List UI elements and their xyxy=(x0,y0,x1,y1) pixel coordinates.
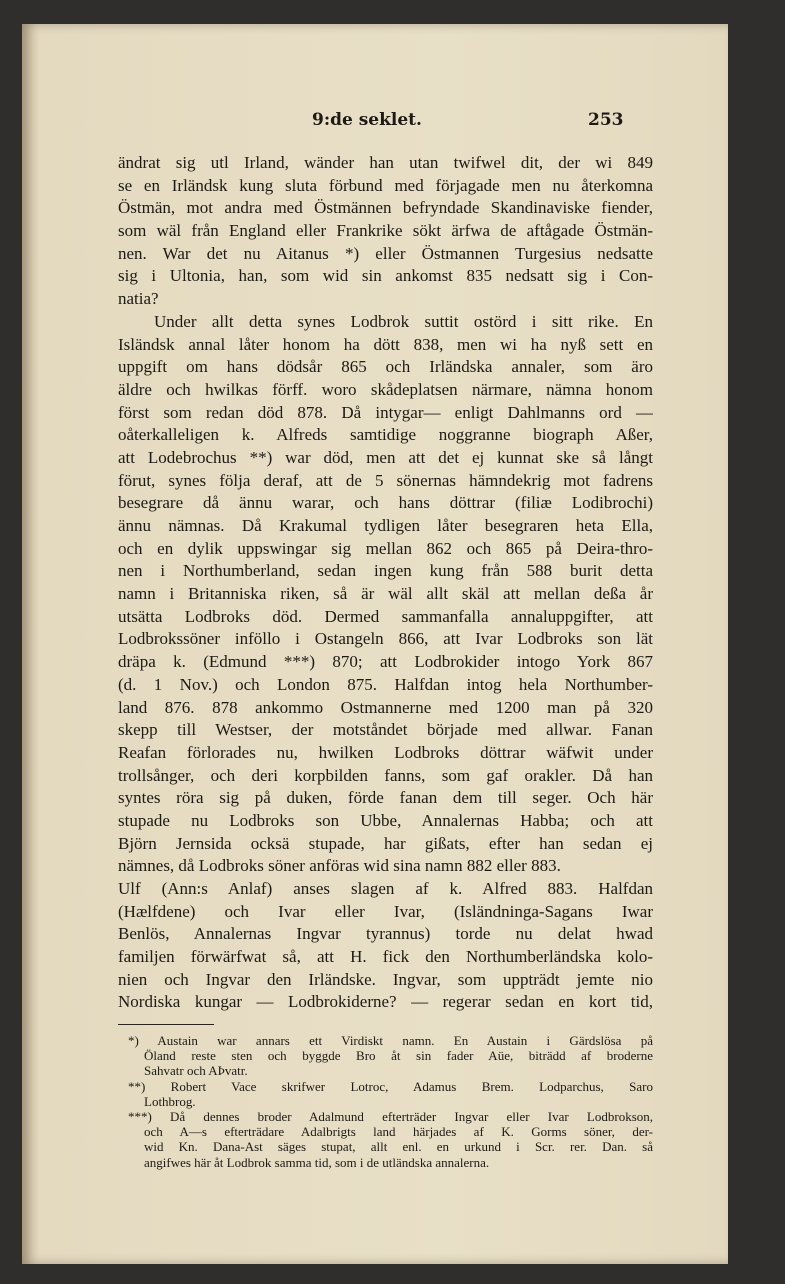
footnote-line: Öland reste sten och byggde Bro åt sin fader Aüe, biträdd af broderne xyxy=(144,1048,653,1064)
text-line: utsätta Lodbroks död. Dermed sammanfalla annaluppgifter, att xyxy=(118,606,653,626)
text-line: Reafan förlorades nu, hwilken Lodbroks döttrar wäfwit under xyxy=(118,742,653,762)
text-line: dräpa k. (Edmund ***) 870; att Lodbrokider intogo York 867 xyxy=(118,652,653,672)
text-line: som wäl från England eller Frankrike sökt ärfwa de aftågade Östmän- xyxy=(118,221,653,241)
footnote-line: ***) Då dennes broder Adalmund efterträder Ingvar eller Ivar Lodbrokson, xyxy=(128,1108,653,1124)
text-line: att Lodebrochus **) war död, men att det ej kunnat ske så långt xyxy=(118,447,653,467)
text-line: nämnes, då Lodbroks söner anföras wid sina namn 882 eller 883. xyxy=(118,856,561,876)
book-page xyxy=(22,24,728,1264)
text-line: syntes röra sig på duken, förde fanan dem till seger. Och här xyxy=(118,788,653,808)
page-number: 253 xyxy=(588,110,624,130)
text-line: natia? xyxy=(118,289,159,309)
text-line: Isländsk annal låter honom ha dött 838, men wi ha nyß sett en xyxy=(118,334,653,354)
footnote-line: Lothbrog. xyxy=(144,1093,196,1109)
text-line: stupade nu Lodbroks son Ubbe, Annalernas Habba; och att xyxy=(118,810,653,830)
text-line: (d. 1 Nov.) och London 875. Halfdan intog hela Northumber- xyxy=(118,674,653,694)
text-line: ännu nämnas. Då Krakumal tydligen låter besegraren heta Ella, xyxy=(118,516,653,535)
footnote-line: wid Kn. Dana-Ast säges stupat, allt enl. en urkund i Scr. rer. Dan. så xyxy=(144,1139,653,1155)
text-line: nen. War det nu Aitanus *) eller Östmannen Turgesius nedsatte xyxy=(118,243,653,263)
running-header xyxy=(22,110,728,134)
text-line: äldre och hwilkas förff. woro skådeplatsen närmare, nämna honom xyxy=(118,379,653,399)
footnote-line: *) Austain war annars ett Virdiskt namn. En Austain i Gärdslösa på xyxy=(128,1033,653,1048)
text-line: först som redan död 878. Då intygar— enligt Dahlmanns ord — xyxy=(118,402,653,422)
text-line: namn i Britanniska riken, så är wäl allt skäl att mellan deßa år xyxy=(118,584,653,604)
text-line: oåterkalleligen k. Alfreds samtidige noggranne biograph Aßer, xyxy=(118,425,653,445)
text-line: sig i Ultonia, han, som wid sin ankomst 835 nedsatt sig i Con- xyxy=(118,266,653,286)
footnote-line: Sahvatr och AÞvatr. xyxy=(144,1063,248,1079)
text-line: nen i Northumberland, sedan ingen kung från 588 burit detta xyxy=(118,561,653,581)
body-text xyxy=(118,152,653,1014)
text-line: ändrat sig utl Irland, wänder han utan twifwel dit, der wi 849 xyxy=(118,153,653,172)
text-line: besegrare då ännu warar, och hans döttrar (filiæ Lodibrochi) xyxy=(118,493,653,513)
footnotes xyxy=(128,1033,653,1170)
footnote-line: angifwes här åt Lodbrok samma tid, som i de utländska annalerna. xyxy=(144,1154,490,1170)
text-line: Nordiska kungar — Lodbrokiderne? — regerar sedan en kort tid, xyxy=(118,992,653,1012)
text-line: familjen förwärfwat så, att H. fick den Northumberländska kolo- xyxy=(118,947,653,967)
text-line: förut, synes följa deraf, att de 5 sönernas hämndekrig mot fadrens xyxy=(118,470,653,490)
text-line: trollsånger, och deri korpbilden fanns, som gaf orakler. Då han xyxy=(118,765,653,785)
text-line: och en dylik uppswingar sig mellan 862 och 865 på Deira-thro- xyxy=(118,538,653,558)
text-line: Under allt detta synes Lodbrok suttit ostörd i sitt rike. En xyxy=(154,311,653,331)
text-line: Lodbrokssöner inföllo i Ostangeln 866, att Ivar Lodbroks son lät xyxy=(118,629,653,649)
footnote-divider xyxy=(118,1024,214,1025)
running-title: 9:de seklet. xyxy=(312,110,422,130)
text-line: (Hælfdene) och Ivar eller Ivar, (Isländninga-Sagans Iwar xyxy=(118,901,653,921)
text-line: Östmän, mot andra med Östmännen befryndade Skandinaviske fiender, xyxy=(118,198,653,218)
footnote-line: och A—s efterträdare Adalbrigts land härjades af K. Gorms söner, der- xyxy=(144,1124,653,1140)
text-line: skepp till Westser, der motståndet började med allwar. Fanan xyxy=(118,720,653,740)
text-line: se en Irländsk kung sluta förbund med förjagade men nu återkomna xyxy=(118,175,653,195)
text-line: land 876. 878 ankommo Ostmannerne med 1200 man på 320 xyxy=(118,697,653,717)
text-line: uppgift om hans dödsår 865 och Irländska annaler, som äro xyxy=(118,357,653,377)
text-line: Ulf (Ann:s Anlaf) anses slagen af k. Alfred 883. Halfdan xyxy=(118,879,653,898)
text-line: nien och Ingvar den Irländske. Ingvar, som uppträdt jemte nio xyxy=(118,969,653,989)
footnote-line: **) Robert Vace skrifwer Lotroc, Adamus Brem. Lodparchus, Saro xyxy=(128,1078,653,1094)
text-line: Benlös, Annalernas Ingvar tyrannus) torde nu delat hwad xyxy=(118,924,653,944)
text-line: Björn Jernsida ocksä stupade, har gißats, efter han sedan ej xyxy=(118,833,653,853)
